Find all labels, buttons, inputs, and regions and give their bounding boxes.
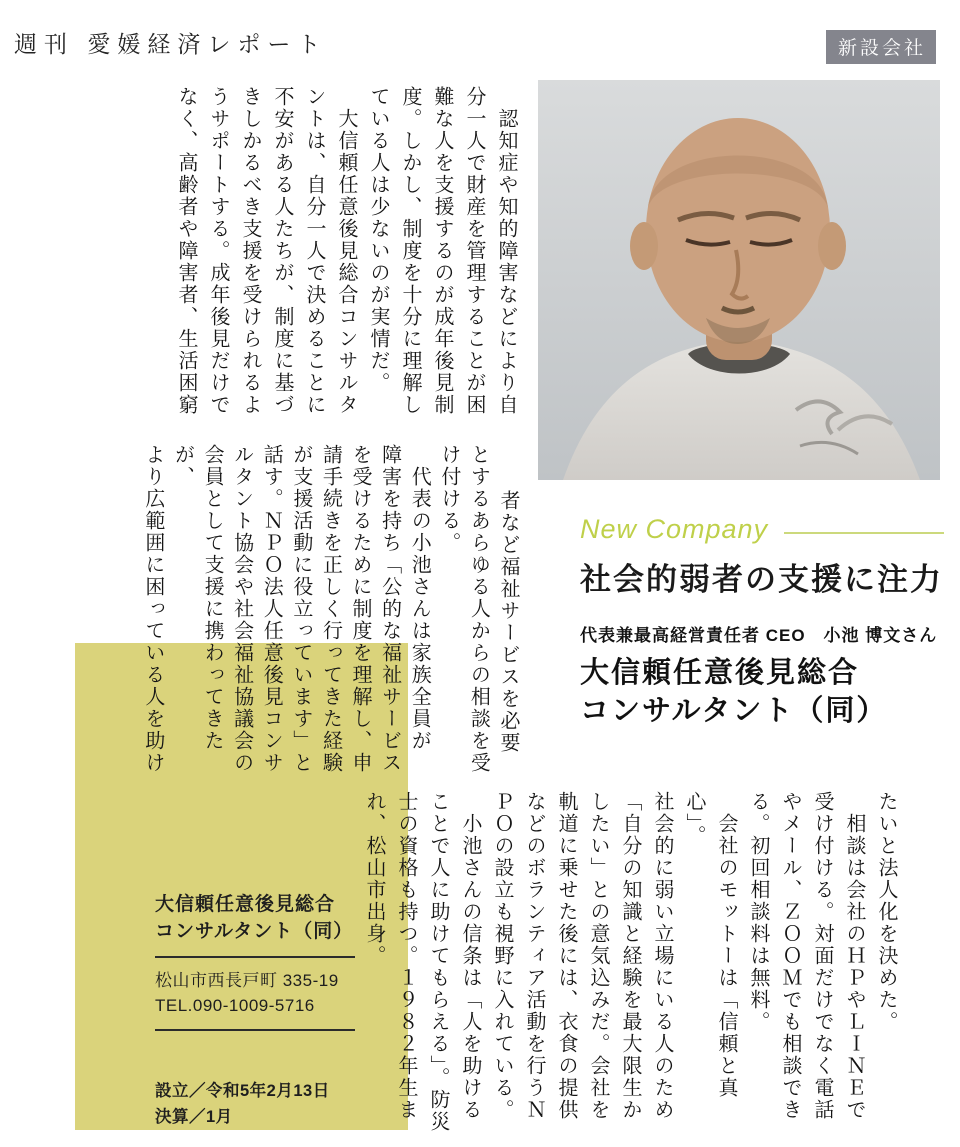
article-column: 難な人を支援するのが成年後見制 — [431, 86, 453, 416]
ceo-name-line: 代表兼最高経営責任者 CEO 小池 博文さん — [580, 626, 938, 645]
article-column: 軌道に乗せた後には、衣食の提供 — [555, 791, 577, 1121]
article-column: 会員として支援に携わってきたが、 — [171, 444, 224, 752]
info-fiscal: 決算／1月 — [155, 1108, 233, 1127]
article-column: 度。しかし、制度を十分に理解し — [399, 86, 421, 416]
company-name-line2: コンサルタント（同） — [580, 695, 888, 728]
article-column: 社会的に弱い立場にいる人のため — [651, 791, 673, 1121]
article-column: が支援活動に役立っています」と — [289, 444, 312, 774]
kicker-row — [580, 514, 956, 545]
article-column: 相談は会社のＨＰやＬＩＮＥで — [843, 791, 865, 1121]
article-column: 障害を持ち「公的な福祉サービス — [378, 444, 401, 774]
article-column: 者など福祉サービスを必要 — [497, 490, 519, 754]
article-block-bottom — [363, 791, 902, 1147]
feature-kicker: New Company — [580, 514, 769, 544]
article-column: 大信頼任意後見総合コンサルタ — [335, 86, 357, 416]
article-column: うサポートする。成年後見だけで — [207, 86, 229, 416]
feature-heading-group — [580, 514, 956, 731]
article-column: け付ける。 — [437, 444, 460, 554]
article-column: 話す。ＮＰＯ法人任意後見コンサ — [260, 444, 283, 774]
article-column: 会社のモットーは「信頼と真心」。 — [683, 791, 737, 1099]
article-column: とするあらゆる人からの相談を受 — [467, 444, 490, 774]
article-column: 受け付ける。対面だけでなく電話 — [811, 791, 833, 1121]
company-name — [580, 654, 956, 731]
article-column: ルタント協会や社会福祉協議会の — [230, 444, 253, 774]
article-column: を受けるために制度を理解し、申 — [349, 444, 372, 774]
article-column: る。初回相談料は無料。 — [747, 791, 769, 1033]
company-info-card — [155, 892, 405, 1131]
info-company-name-line1: 大信頼任意後見総合 — [155, 894, 336, 915]
company-name-line1: 大信頼任意後見総合 — [580, 657, 860, 689]
article-column: ことで人に助けてもらえる」。防災 — [427, 791, 449, 1133]
portrait-photo — [538, 80, 940, 480]
article-column: ントは、自分一人で決めることに — [303, 86, 325, 416]
article-column: やメール、ＺＯＯＭでも相談でき — [779, 791, 801, 1121]
article-column: 「自分の知識と経験を最大限生か — [619, 791, 641, 1121]
article-column: れ、松山市出身。 — [363, 791, 385, 967]
info-divider — [155, 956, 355, 958]
magazine-masthead: 週刊 愛媛経済レポート — [14, 31, 328, 57]
article-column: 請手続きを正しく行ってきた経験 — [319, 444, 342, 774]
article-column: ＰＯの設立も視野に入れている。 — [491, 791, 513, 1121]
info-company-name — [155, 892, 405, 945]
article-column: より広範囲に困っている人を助け — [141, 444, 164, 774]
article-column: したい」との意気込みだ。会社を — [587, 791, 609, 1121]
article-column: 小池さんの信条は「人を助ける — [459, 791, 481, 1121]
article-column: きしかるべき支援を受けられるよ — [239, 86, 261, 416]
article-column: 分一人で財産を管理することが困 — [463, 86, 485, 416]
info-founded: 設立／令和5年2月13日 — [155, 1082, 330, 1101]
article-block-upper — [166, 86, 522, 434]
portrait-illustration — [538, 80, 940, 480]
article-column: 認知症や知的障害などにより自 — [495, 86, 517, 416]
info-meta — [155, 1079, 405, 1130]
article-column: なく、高齢者や障害者、生活困窮 — [175, 86, 197, 416]
article-column: ている人は少ないのが実情だ。 — [367, 86, 389, 394]
info-address: 松山市西長戸町 335-19 — [155, 971, 339, 991]
section-badge: 新設会社 — [826, 30, 936, 64]
article-column: 代表の小池さんは家族全員が — [408, 444, 431, 752]
article-block-middle — [141, 444, 522, 792]
info-company-name-line2: コンサルタント（同） — [155, 920, 354, 942]
article-column: 不安がある人たちが、制度に基づ — [271, 86, 293, 416]
article-column: たいと法人化を決めた。 — [875, 791, 897, 1033]
feature-headline: 社会的弱者の支援に注力 — [580, 562, 943, 597]
article-column: 士の資格も持つ。１９８２年生ま — [395, 791, 417, 1121]
info-tel: TEL.090-1009-5716 — [155, 995, 315, 1015]
info-divider — [155, 1029, 355, 1031]
article-column: などのボランティア活動を行うＮ — [523, 791, 545, 1121]
kicker-rule-line — [784, 532, 944, 534]
